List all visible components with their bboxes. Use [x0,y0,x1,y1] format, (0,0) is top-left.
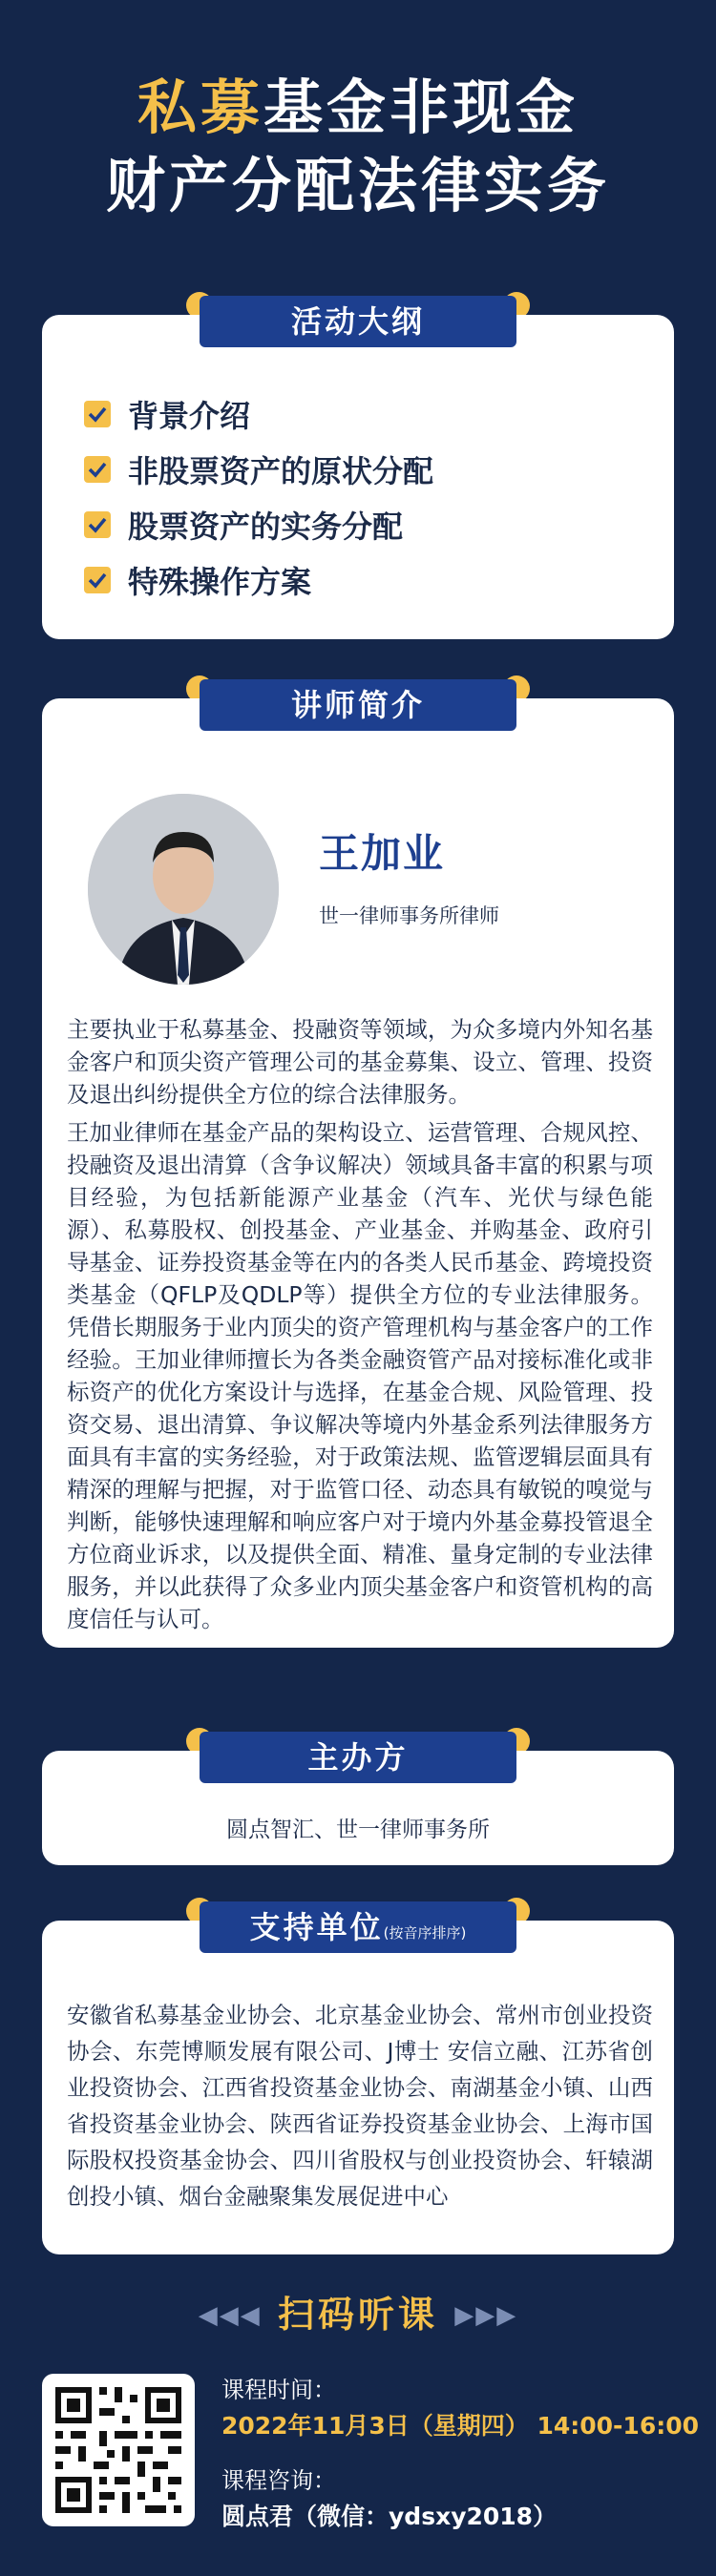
outline-item [84,442,674,497]
lecturer-avatar [88,794,279,985]
check-icon [84,456,111,483]
support-note: (按音序排序) [383,1924,467,1942]
arrows-right-icon: ▶▶▶ [454,2301,518,2330]
support-heading [200,1901,516,1953]
page-title [0,69,716,225]
organizer-heading: 主办方 [200,1732,516,1783]
outline-item [84,552,674,608]
lecturer-heading: 讲师简介 [200,679,516,731]
support-heading-label: 支持单位 [249,1909,384,1945]
organizer-text: 圆点智汇、世一律师事务所 [226,1818,490,1842]
check-icon [84,401,111,427]
support-card [42,1909,674,2254]
title-line1: 基金非现金 [263,73,579,142]
title-line2: 财产分配法律实务 [105,151,610,220]
lecturer-bio [67,1013,653,1641]
arrows-left-icon: ◀◀◀ [198,2301,262,2330]
scan-label: 扫码听课 [277,2294,438,2336]
lecturer-card [42,687,674,1648]
outline-item [84,497,674,552]
contact-value: 圆点君（微信：ydsxy2018） [221,2503,558,2530]
time-value: 2022年11月3日（星期四） 14:00-16:00 [221,2412,700,2440]
lecturer-title: 世一律师事务所律师 [319,904,499,927]
outline-item [84,386,674,442]
bio-paragraph: 王加业律师在基金产品的架构设立、运营管理、合规风控、投融资及退出清算（含争议解决）领域具备丰富的积累与项目经验，为包括新能源产业基金（汽车、光伏与绿色能源）、私募股权、创投基金、产业基金、并购基金、政府引导基金、证券投资基金等在内的各类人民币基金、跨境投资类基金（QFLP及QDLP等）提供全方位的专业法律服务。凭借长期服务于业内顶尖的资产管理机构与基金客户的工作经验。王加业律师擅长为各类金融资管产品对接标准化或非标资产的优化方案设计与选择，在基金合规、风险管理、投资交易、退出清算、争议解决等境内外基金系列法律服务方面具有丰富的实务经验，对于政策法规、监管逻辑层面具有精深的理解与把握，对于监管口径、动态具有敏锐的嗅觉与判断，能够快速理解和响应客户对于境内外基金募投管退全方位商业诉求，以及提供全面、精准、量身定制的专业法律服务，并以此获得了众多业内顶尖基金客户和资管机构的高度信任与认可。 [67,1119,653,1632]
outline-card [42,303,674,639]
title-highlight: 私募 [137,73,263,142]
outline-item-label: 非股票资产的原状分配 [128,453,434,489]
outline-item-label: 特殊操作方案 [128,564,312,600]
organizer-card [42,1739,674,1865]
outline-item-label: 背景介绍 [128,398,251,434]
lecturer-name: 王加业 [319,830,446,877]
scan-label-row [0,2285,716,2337]
bio-paragraph: 主要执业于私募基金、投融资等领域，为众多境内外知名基金客户和顶尖资产管理公司的基金募集、设立、管理、投资及退出纠纷提供全方位的综合法律服务。 [67,1016,653,1108]
support-list: 安徽省私募基金业协会、北京基金业协会、常州市创业投资协会、东莞博顺发展有限公司、J博士 安信立融、江苏省创业投资协会、江西省投资基金业协会、南湖基金小镇、山西省投资基金业协会、陕西省证券投资基金业协会、上海市国际股权投资基金协会、四川省股权与创业投资协会、轩辕湖创投小镇、烟台金融聚集发展促进中心 [67,2002,653,2210]
contact-label: 课程咨询： [221,2467,336,2494]
check-icon [84,511,111,538]
check-icon [84,567,111,593]
qr-code[interactable] [42,2374,195,2526]
outline-heading: 活动大纲 [200,296,516,347]
outline-item-label: 股票资产的实务分配 [128,509,404,545]
time-label: 课程时间： [221,2377,336,2403]
